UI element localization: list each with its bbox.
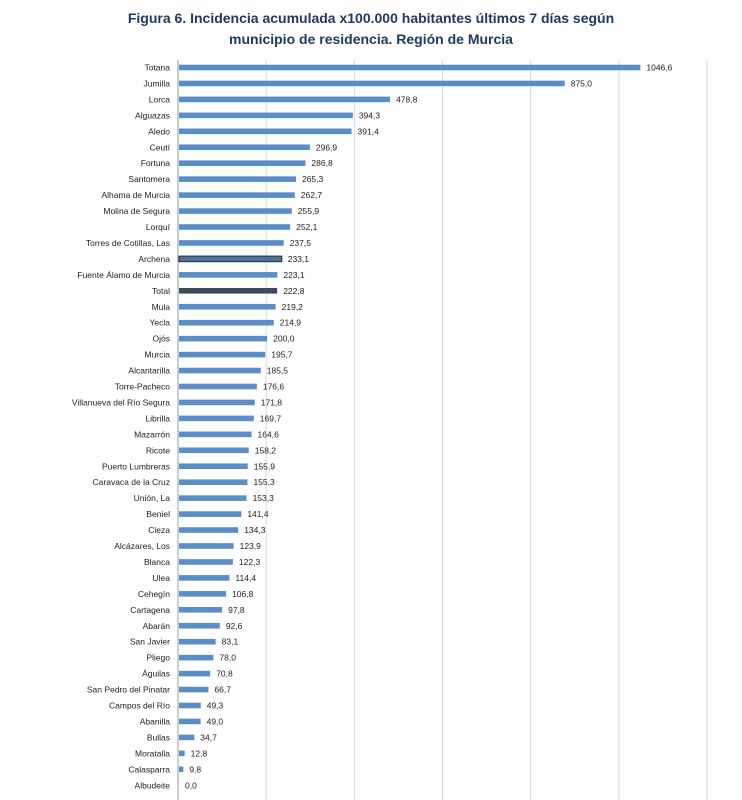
value-label: 158,2	[254, 445, 277, 456]
bar-31	[179, 559, 233, 565]
value-label: 155,9	[253, 461, 276, 472]
category-label: Ojós	[152, 333, 170, 344]
value-label: 478,8	[396, 94, 418, 105]
category-label: Calasparra	[128, 764, 170, 775]
category-label: Puerto Lumbreras	[101, 461, 170, 472]
value-label: 92,6	[225, 620, 243, 631]
bar-17	[179, 336, 267, 342]
bar-0	[179, 65, 640, 71]
category-label: Molina de Segura	[103, 206, 170, 217]
value-label: 155,3	[253, 477, 275, 488]
bar-5	[179, 144, 310, 150]
category-label: San Pedro del Pinatar	[86, 684, 170, 695]
bar-37	[179, 655, 213, 661]
bar-1	[179, 81, 565, 87]
value-label: 49,3	[206, 700, 224, 711]
bar-20	[179, 384, 257, 390]
value-label: 214,9	[279, 317, 302, 328]
bar-13	[179, 272, 277, 278]
category-label: San Javier	[129, 636, 170, 647]
value-label: 296,9	[315, 142, 338, 153]
bar-24	[179, 448, 249, 454]
category-label: Alcázares, Los	[114, 541, 170, 551]
bar-3	[179, 113, 353, 119]
bar-9	[179, 208, 292, 214]
category-label: Jumilla	[143, 78, 170, 89]
bar-25	[179, 463, 248, 469]
category-label: Alcantarilla	[128, 365, 170, 376]
bar-39	[179, 687, 208, 693]
bar-23	[179, 432, 252, 438]
value-label: 114,4	[235, 572, 257, 583]
bar-4	[179, 129, 352, 135]
category-label: Librilla	[145, 413, 170, 424]
value-label: 233,1	[287, 253, 310, 264]
value-label: 9,8	[189, 764, 202, 775]
bar-8	[179, 192, 295, 198]
value-label: 286,8	[311, 158, 333, 169]
bar-33	[179, 591, 226, 597]
category-label: Fortuna	[140, 158, 170, 169]
bar-42	[179, 735, 194, 741]
bar-29	[179, 527, 238, 533]
bar-21	[179, 400, 255, 406]
category-label: Albudeite	[134, 780, 170, 791]
category-label: Aledo	[148, 126, 170, 137]
value-label: 141,4	[247, 509, 269, 520]
category-label: Lorca	[148, 94, 170, 105]
category-label: Mazarrón	[134, 429, 170, 440]
value-label: 171,8	[260, 397, 283, 408]
category-label: Abarán	[142, 620, 170, 631]
value-label: 252,1	[296, 222, 318, 232]
value-label: 153,3	[252, 493, 274, 504]
category-label: Villanueva del Río Segura	[71, 397, 170, 408]
category-label: Murcia	[144, 349, 170, 360]
category-label: Cehegín	[137, 588, 170, 599]
bar-26	[179, 479, 247, 485]
value-label: 394,3	[358, 110, 381, 121]
category-label: Total	[152, 285, 170, 296]
value-label: 195,7	[271, 349, 293, 360]
value-label: 134,3	[244, 525, 266, 536]
value-label: 70,8	[216, 668, 233, 679]
category-label: Abanilla	[139, 716, 170, 727]
value-label: 1046,6	[646, 62, 673, 73]
chart-title-line-1: Figura 6. Incidencia acumulada x100.000 habitantes últimos 7 días según	[127, 10, 615, 26]
bar-10	[179, 224, 290, 230]
bar-28	[179, 511, 241, 517]
value-label: 122,3	[238, 556, 261, 567]
bar-7	[179, 176, 296, 182]
value-label: 12,8	[190, 748, 208, 759]
chart-title-line-2: municipio de residencia. Región de Murcia	[229, 31, 513, 47]
bar-12	[179, 256, 282, 262]
category-label: Moratalla	[135, 748, 170, 759]
category-label: Lorquí	[145, 222, 170, 232]
bar-2	[179, 97, 390, 103]
bar-19	[179, 368, 261, 374]
category-label: Alguazas	[135, 110, 170, 121]
value-label: 34,7	[200, 732, 217, 743]
category-label: Alhama de Murcia	[101, 190, 170, 201]
bar-22	[179, 416, 254, 422]
bar-43	[179, 751, 185, 757]
bar-16	[179, 320, 274, 326]
value-label: 237,5	[289, 237, 311, 248]
bar-40	[179, 703, 201, 709]
bar-41	[179, 719, 201, 725]
value-label: 222,8	[283, 285, 305, 296]
category-label: Archena	[138, 253, 170, 264]
bar-11	[179, 240, 284, 246]
value-label: 255,9	[297, 206, 320, 217]
value-label: 223,1	[283, 269, 305, 280]
value-label: 78,0	[219, 652, 236, 663]
value-label: 0,0	[185, 780, 197, 791]
value-label: 200,0	[273, 333, 295, 344]
value-label: 219,2	[281, 301, 303, 312]
value-label: 83,1	[221, 636, 239, 647]
value-label: 106,8	[232, 588, 254, 599]
category-label: Totana	[144, 62, 170, 73]
category-label: Águilas	[142, 668, 170, 679]
category-label: Ricote	[145, 445, 170, 456]
value-label: 185,5	[266, 365, 289, 376]
value-label: 164,6	[257, 429, 279, 440]
bar-18	[179, 352, 265, 358]
bar-44	[179, 767, 183, 773]
bar-34	[179, 607, 222, 613]
value-label: 49,0	[206, 716, 224, 727]
value-label: 875,0	[570, 78, 593, 89]
category-label: Torres de Cotillas, Las	[85, 237, 170, 248]
category-label: Caravaca de la Cruz	[92, 477, 170, 488]
bar-15	[179, 304, 276, 310]
bar-36	[179, 639, 216, 645]
category-label: Beniel	[146, 509, 170, 520]
category-label: Yecla	[149, 317, 170, 328]
value-label: 391,4	[357, 126, 379, 137]
category-label: Ulea	[152, 572, 170, 583]
category-label: Blanca	[144, 556, 170, 567]
category-label: Santomera	[128, 174, 170, 185]
bar-14	[179, 288, 277, 294]
category-label: Fuente Álamo de Murcia	[77, 269, 170, 280]
category-label: Cartagena	[130, 604, 170, 615]
bar-38	[179, 671, 210, 677]
value-label: 123,9	[239, 541, 261, 551]
bar-35	[179, 623, 220, 629]
value-label: 169,7	[259, 413, 282, 424]
bar-32	[179, 575, 229, 581]
value-label: 265,3	[301, 174, 324, 185]
bar-6	[179, 160, 305, 166]
category-label: Ceutí	[149, 142, 170, 153]
category-label: Pliego	[146, 652, 170, 663]
bar-27	[179, 495, 247, 501]
category-label: Cieza	[148, 525, 170, 536]
category-label: Bullas	[146, 732, 170, 743]
category-label: Torre-Pacheco	[114, 381, 170, 392]
category-label: Campos del Río	[109, 700, 170, 711]
category-label: Mula	[151, 301, 170, 312]
value-label: 262,7	[300, 190, 323, 201]
value-label: 176,6	[262, 381, 285, 392]
value-label: 97,8	[228, 604, 245, 615]
bar-30	[179, 543, 234, 549]
value-label: 66,7	[214, 684, 231, 695]
category-label: Unión, La	[133, 493, 170, 504]
